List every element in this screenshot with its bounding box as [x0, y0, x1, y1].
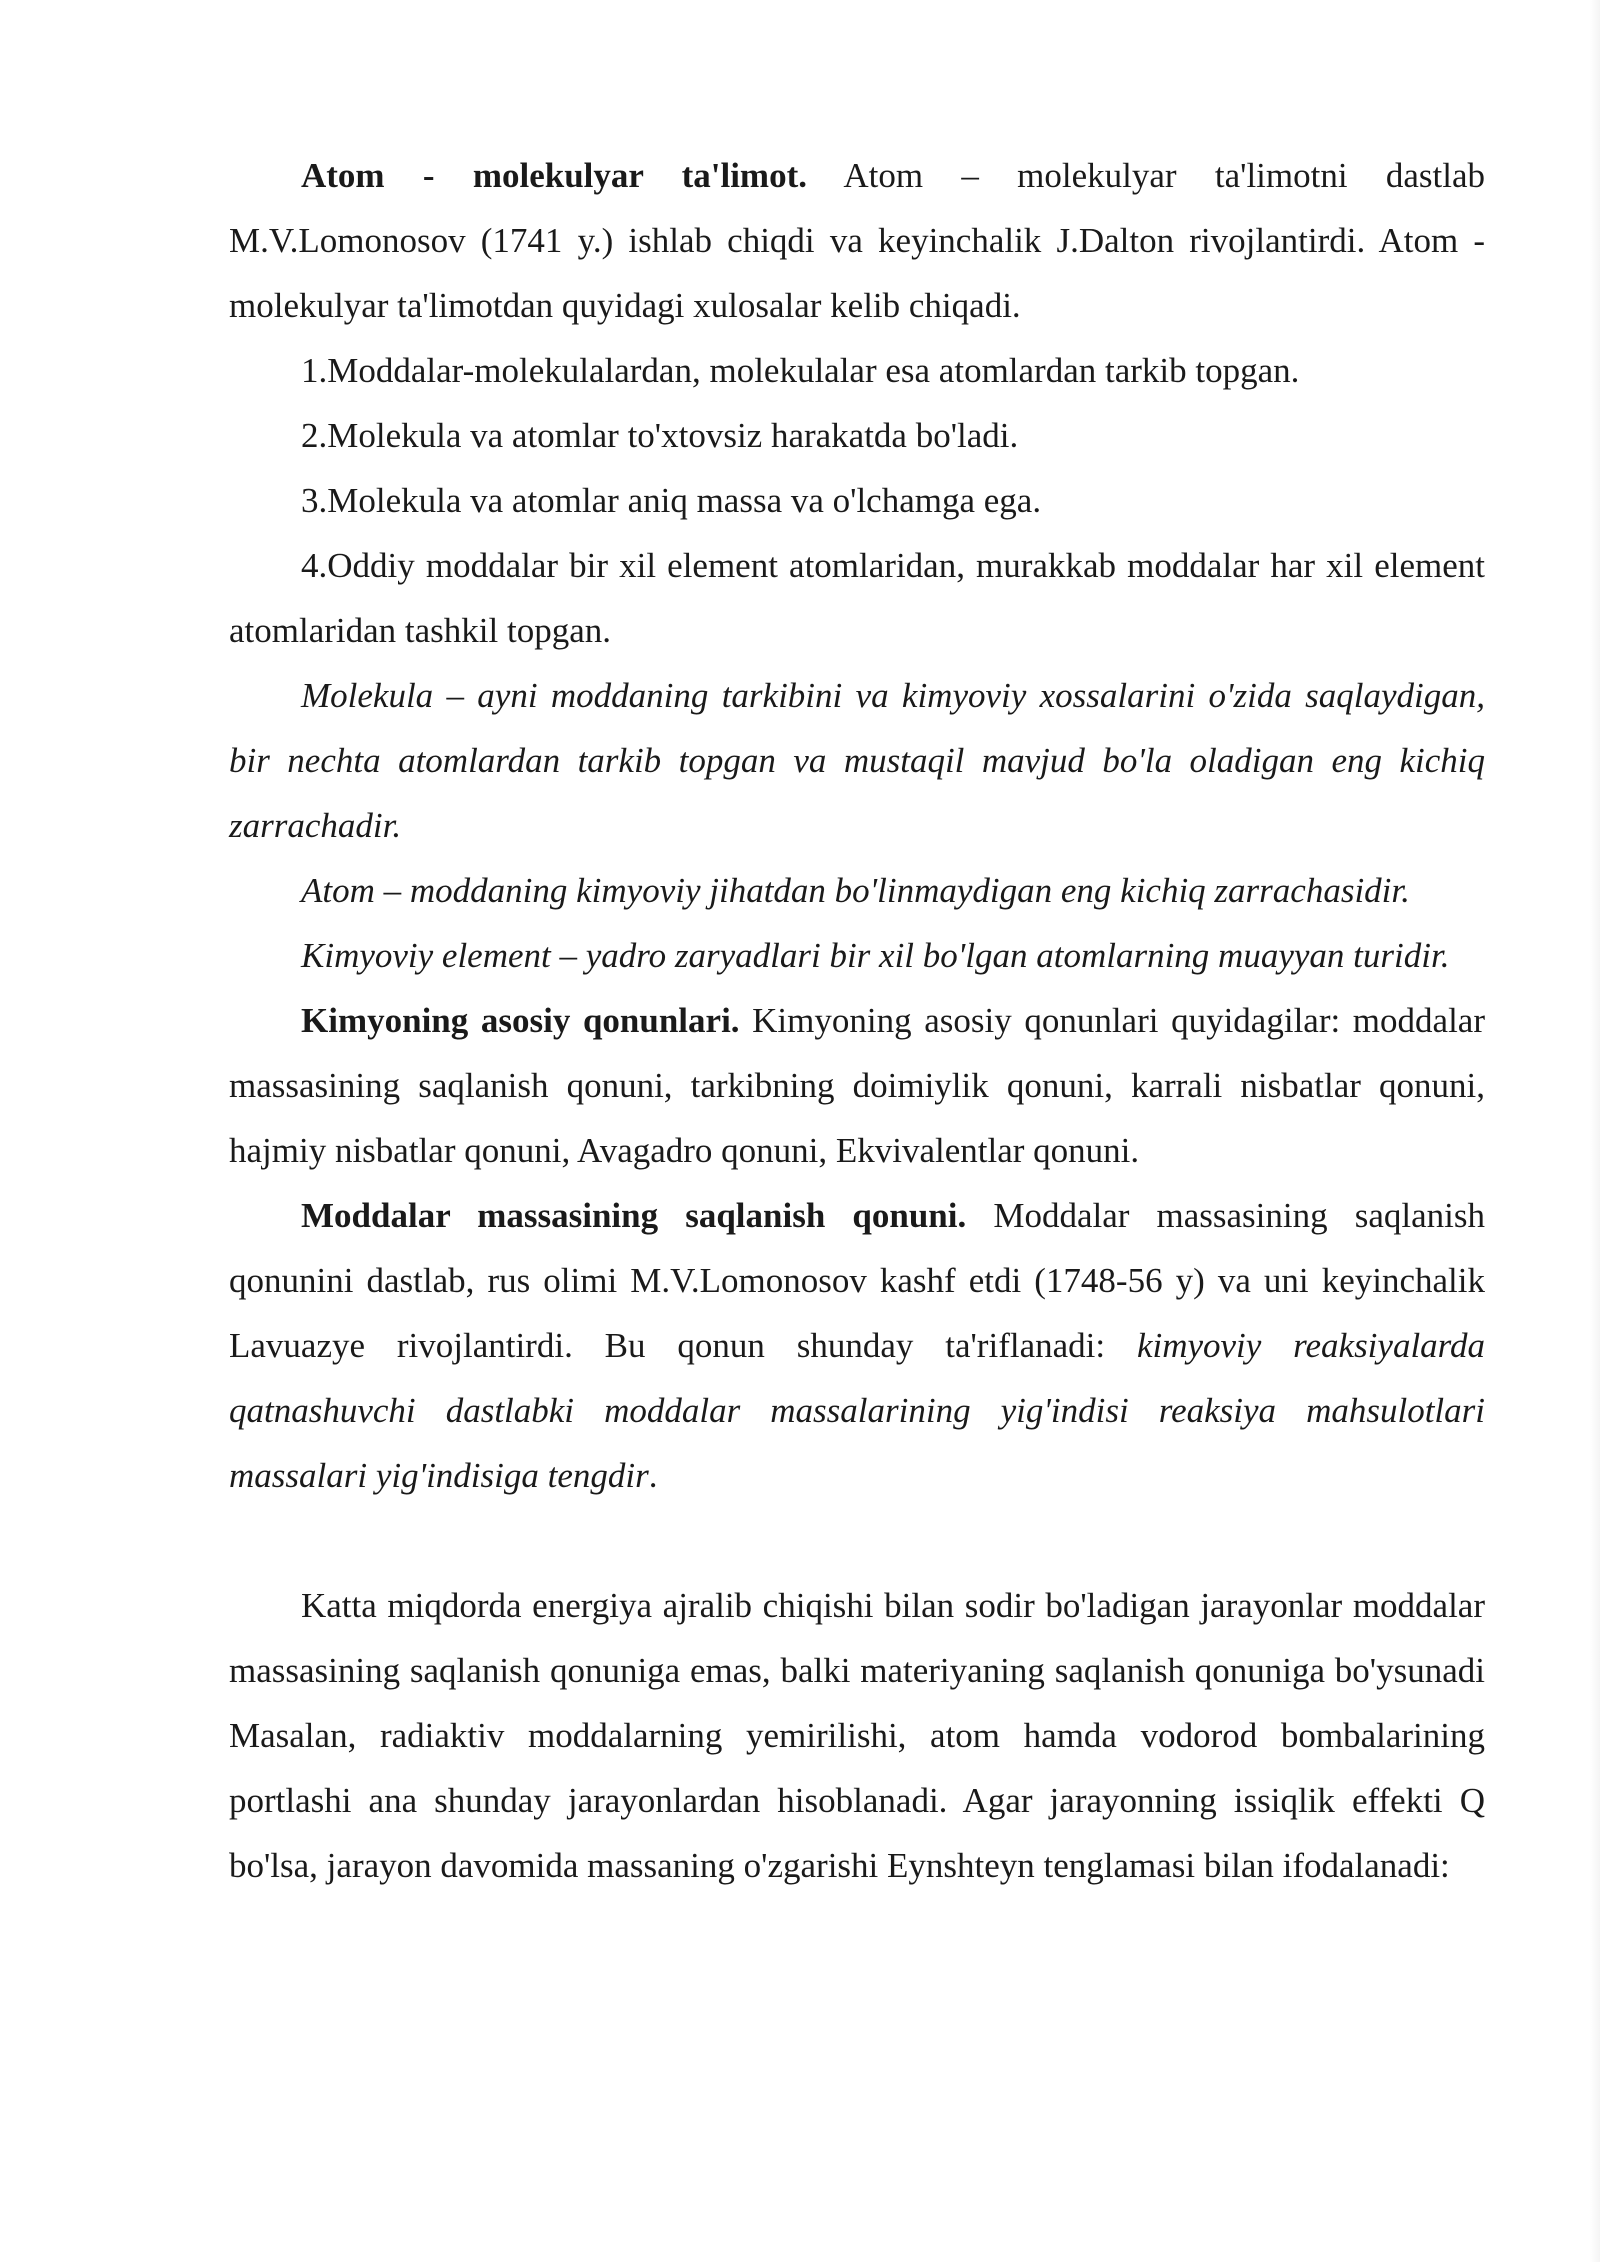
heading-basic-laws: Kimyoning asosiy qonunlari. — [301, 1001, 740, 1040]
list-item: 2.Molekula va atomlar to'xtovsiz harakatda bo'ladi. — [301, 416, 1019, 455]
scan-edge-shadow — [1590, 0, 1600, 2262]
definition-molecule: Molekula – ayni moddaning tarkibini va kimyoviy xossalarini o'zida saqlaydigan, bir nechta atomlardan tarkib topgan va mustaqil mavjud bo'la oladigan eng kichiq zarrachadir. — [229, 676, 1485, 845]
paragraph-end: . — [648, 1456, 658, 1495]
definition-chemical-element: Kimyoviy element – yadro zaryadlari bir xil bo'lgan atomlarning muayyan turidir. — [301, 936, 1450, 975]
list-item: 3.Molekula va atomlar aniq massa va o'lchamga ega. — [301, 481, 1042, 520]
document-body — [229, 143, 1485, 1898]
paragraph-text: Atom – molekulyar ta'limotni dastlab M.V.Lomonosov (1741 y.) ishlab chiqdi va keyinchalik J.Dalton rivojlantirdi. Atom - molekulyar ta'limotdan quyidagi xulosalar kelib chiqadi. — [229, 156, 1485, 325]
paragraph-atom-molecular-theory — [229, 143, 1485, 338]
paragraph-mass-conservation — [229, 1183, 1485, 1508]
law-statement: kimyoviy reaksiyalarda qatnashuvchi dastlabki moddalar massalarining yig'indisi reaksiya mahsulotlari massalari yig'indisiga tengdir — [229, 1326, 1485, 1495]
list-item: 1.Moddalar-molekulalardan, molekulalar esa atomlardan tarkib topgan. — [301, 351, 1300, 390]
definition-atom: Atom – moddaning kimyoviy jihatdan bo'linmaydigan eng kichiq zarrachasidir. — [301, 871, 1410, 910]
heading-mass-conservation: Moddalar massasining saqlanish qonuni. — [301, 1196, 967, 1235]
paragraph-text: Moddalar massasining saqlanish qonunini dastlab, rus olimi M.V.Lomonosov kashf etdi (1748-56 y) va uni keyinchalik Lavuazye rivojlantirdi. Bu qonun shunday ta'riflanadi: — [229, 1196, 1485, 1365]
list-item: 4.Oddiy moddalar bir xil element atomlaridan, murakkab moddalar har xil element atomlaridan tashkil topgan. — [229, 546, 1485, 650]
paragraph-energy-processes: Katta miqdorda energiya ajralib chiqishi bilan sodir bo'ladigan jarayonlar moddalar massasining saqlanish qonuniga emas, balki materiyaning saqlanish qonuniga bo'ysunadi Masalan, radiaktiv moddalarning yemirilishi, atom hamda vodorod bombalarining portlashi ana shunday jarayonlardan hisoblanadi. Agar jarayonning issiqlik effekti Q bo'lsa, jarayon davomida massaning o'zgarishi Eynshteyn tenglamasi bilan ifodalanadi: — [229, 1586, 1485, 1885]
heading-atom-molecular-theory: Atom - molekulyar ta'limot. — [301, 156, 807, 195]
paragraph-basic-laws — [229, 988, 1485, 1183]
paragraph-text: Kimyoning asosiy qonunlari quyidagilar: moddalar massasining saqlanish qonuni, tarkibning doimiylik qonuni, karrali nisbatlar qonuni, hajmiy nisbatlar qonuni, Avagadro qonuni, Ekvivalentlar qonuni. — [229, 1001, 1485, 1170]
